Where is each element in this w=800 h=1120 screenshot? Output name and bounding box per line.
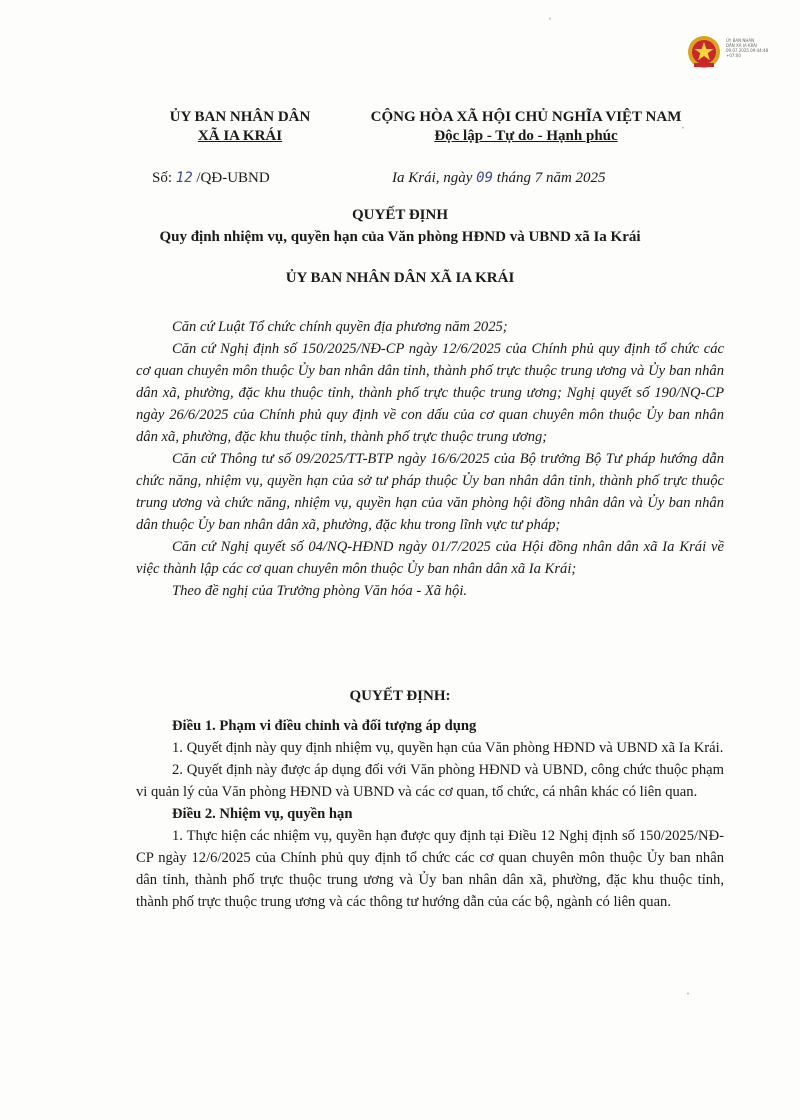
preamble xyxy=(136,316,724,602)
proposal-line: Theo đề nghị của Trưởng phòng Văn hóa - Xã hội. xyxy=(172,583,468,599)
authority-commune: XÃ IA KRÁI xyxy=(197,128,283,144)
legal-basis: Căn cứ Nghị quyết số 04/NQ-HĐND ngày 01/7/2025 của Hội đồng nhân dân xã Ia Krái về việc thành lập các cơ quan chuyên môn thuộc Ủy ban nhân dân xã Ia Krái; xyxy=(136,539,724,577)
date-suffix: tháng 7 năm 2025 xyxy=(496,170,606,186)
signature-line: DÂN XÃ IA KRÁI xyxy=(726,43,758,48)
national-emblem-icon xyxy=(686,34,722,70)
country-name: CỘNG HÒA XÃ HỘI CHỦ NGHĨA VIỆT NAM xyxy=(370,109,682,125)
authority-heading: ỦY BAN NHÂN DÂN XÃ IA KRÁI xyxy=(285,270,515,286)
motto: Độc lập - Tự do - Hạnh phúc xyxy=(434,128,618,144)
signature-line: ỦY BAN NHÂN xyxy=(726,38,755,43)
article-1-title: Điều 1. Phạm vi điều chỉnh và đối tượng áp dụng xyxy=(172,718,477,734)
place-and-date xyxy=(392,170,606,187)
handwritten-number: 12 xyxy=(175,170,193,186)
legal-basis: Căn cứ Nghị định số 150/2025/NĐ-CP ngày 12/6/2025 của Chính phủ quy định tổ chức các cơ quan chuyên môn thuộc Ủy ban nhân dân tỉnh, thành phố trực thuộc trung ương và Ủy ban nhân dân xã, phường, đặc khu thuộc tỉnh, thành phố trực thuộc trung ương; Nghị quyết số 190/NQ-CP ngày 26/6/2025 của Chính phủ quy định về con dấu của cơ quan chuyên môn thuộc Ủy ban nhân dân xã, phường, đặc khu thuộc tỉnh, thành phố trực thuộc trung ương; xyxy=(136,341,724,445)
signature-text xyxy=(726,38,782,58)
signature-line: 09.07.2025 09:44:48 xyxy=(726,48,769,53)
scan-speck: ˈ xyxy=(686,990,690,1004)
article-2-clause-1: 1. Thực hiện các nhiệm vụ, quyền hạn được quy định tại Điều 12 Nghị định số 150/2025/NĐ-CP ngày 12/6/2025 của Chính phủ quy định tổ chức các cơ quan chuyên môn thuộc Ủy ban nhân dân tỉnh, thành phố trực thuộc trung ương và Ủy ban nhân dân xã, phường, đặc khu thuộc tỉnh, thành phố trực thuộc trung ương và các thông tư hướng dẫn của các bộ, ngành có liên quan. xyxy=(136,828,724,910)
article-1-clause-1: 1. Quyết định này quy định nhiệm vụ, quyền hạn của Văn phòng HĐND và UBND xã Ia Krái. xyxy=(172,740,724,756)
scan-speck: ˌ xyxy=(548,6,552,20)
digital-signature-stamp xyxy=(686,34,786,70)
article-2-title: Điều 2. Nhiệm vụ, quyền hạn xyxy=(172,806,353,822)
number-suffix: /QĐ-UBND xyxy=(196,170,270,186)
issuing-authority xyxy=(152,108,328,146)
article-1-clause-2: 2. Quyết định này được áp dụng đối với Văn phòng HĐND và UBND, công chức thuộc phạm vi quản lý của Văn phòng HĐND và UBND và các cơ quan, tổ chức, cá nhân khác có liên quan. xyxy=(136,762,724,800)
legal-basis: Căn cứ Luật Tổ chức chính quyền địa phương năm 2025; xyxy=(172,319,508,335)
legal-basis: Căn cứ Thông tư số 09/2025/TT-BTP ngày 16/6/2025 của Bộ trưởng Bộ Tư pháp hướng dẫn chức năng, nhiệm vụ, quyền hạn của sở tư pháp thuộc Ủy ban nhân dân tỉnh, thành phố trực thuộc trung ương và chức năng, nhiệm vụ, quyền hạn của văn phòng hội đồng nhân dân và Ủy ban nhân dân thuộc Ủy ban nhân dân xã, phường, đặc khu trong lĩnh vực tư pháp; xyxy=(136,451,724,533)
document-number xyxy=(152,170,270,187)
signature-line: +07:00 xyxy=(726,53,741,58)
number-prefix: Số: xyxy=(152,170,173,186)
articles xyxy=(136,715,724,913)
national-motto xyxy=(340,108,712,146)
place-prefix: Ia Krái, ngày xyxy=(392,170,473,186)
scan-speck: ˈ xyxy=(681,124,685,138)
handwritten-day: 09 xyxy=(476,170,494,186)
authority-name: ỦY BAN NHÂN DÂN xyxy=(169,109,311,125)
decides-heading: QUYẾT ĐỊNH: xyxy=(349,688,451,704)
decision-subject: Quy định nhiệm vụ, quyền hạn của Văn phòng HĐND và UBND xã Ia Krái xyxy=(159,229,641,245)
decision-title: QUYẾT ĐỊNH xyxy=(352,207,448,223)
